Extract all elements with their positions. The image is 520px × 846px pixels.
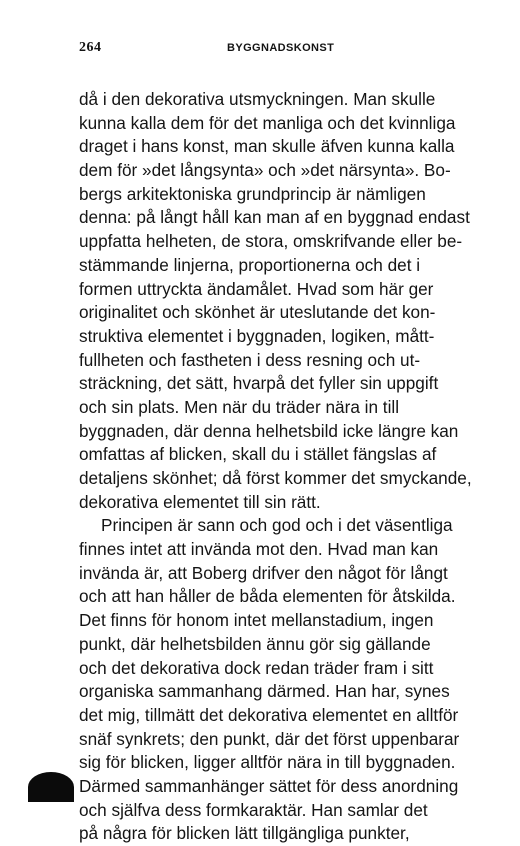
running-title: BYGGNADSKONST: [227, 42, 335, 54]
text-line: originalitet och skönhet är uteslutande det kon-: [79, 302, 436, 323]
page-number: 264: [79, 40, 102, 55]
text-line: detaljens skönhet; då först kommer det smyckande,: [79, 468, 472, 488]
text-line: och det dekorativa dock redan träder fram i sitt: [79, 657, 434, 678]
text-line: omfattas af blicken, skall du i stället fängslas af: [79, 444, 437, 465]
text-line: fullheten och fastheten i dess resning och ut-: [79, 349, 421, 370]
text-line: invända är, att Boberg drifver den något för långt: [79, 562, 448, 583]
text-line: uppfatta helheten, de stora, omskrifvande eller be-: [79, 231, 463, 252]
text-line: organiska sammanhang därmed. Han har, synes: [79, 681, 450, 702]
text-line: stämmande linjerna, proportionerna och det i: [79, 254, 421, 275]
text-line: då i den dekorativa utsmyckningen. Man skulle: [79, 89, 436, 109]
text-line: byggnaden, där denna helhetsbild icke längre kan: [79, 420, 459, 441]
text-line: Principen är sann och god och i det väsentliga: [101, 515, 453, 536]
text-line: och själfva dess formkaraktär. Han samlar det: [79, 799, 428, 820]
text-line: dem för »det långsynta» och »det närsynta». Bo-: [79, 160, 451, 181]
text-line: struktiva elementet i byggnaden, logiken, mått-: [79, 325, 435, 346]
text-line: dekorativa elementet till sin rätt.: [79, 491, 321, 512]
text-line: sträckning, det sätt, hvarpå det fyller sin uppgift: [79, 373, 439, 394]
text-line: formen uttryckta ändamålet. Hvad som här ger: [79, 278, 434, 299]
text-line: det mig, tillmätt det dekorativa elementet en alltför: [79, 704, 459, 725]
thumb-shadow: [28, 772, 74, 802]
text-line: på några för blicken lätt tillgängliga punkter,: [79, 823, 410, 844]
text-line: bergs arkitektoniska grundprincip är nämligen: [79, 183, 426, 204]
text-line: punkt, där helhetsbilden ännu gör sig gällande: [79, 633, 431, 654]
text-line: finnes intet att invända mot den. Hvad man kan: [79, 539, 439, 560]
text-line: kunna kalla dem för det manliga och det kvinnliga: [79, 112, 456, 133]
text-line: och att han håller de båda elementen för åtskilda.: [79, 586, 456, 607]
text-line: Det finns för honom intet mellanstadium, ingen: [79, 610, 434, 631]
text-line: snäf synkrets; den punkt, där det först uppenbarar: [79, 728, 460, 749]
body-text: [79, 88, 472, 846]
text-line: sig för blicken, ligger alltför nära in till byggnaden.: [79, 752, 456, 773]
running-head: [79, 40, 441, 62]
text-line: denna: på långt håll kan man af en byggnad endast: [79, 207, 470, 228]
text-line: Därmed sammanhänger sättet för dess anordning: [79, 775, 459, 796]
text-line: och sin plats. Men när du träder nära in till: [79, 396, 400, 417]
text-line: draget i hans konst, man skulle äfven kunna kalla: [79, 136, 455, 157]
